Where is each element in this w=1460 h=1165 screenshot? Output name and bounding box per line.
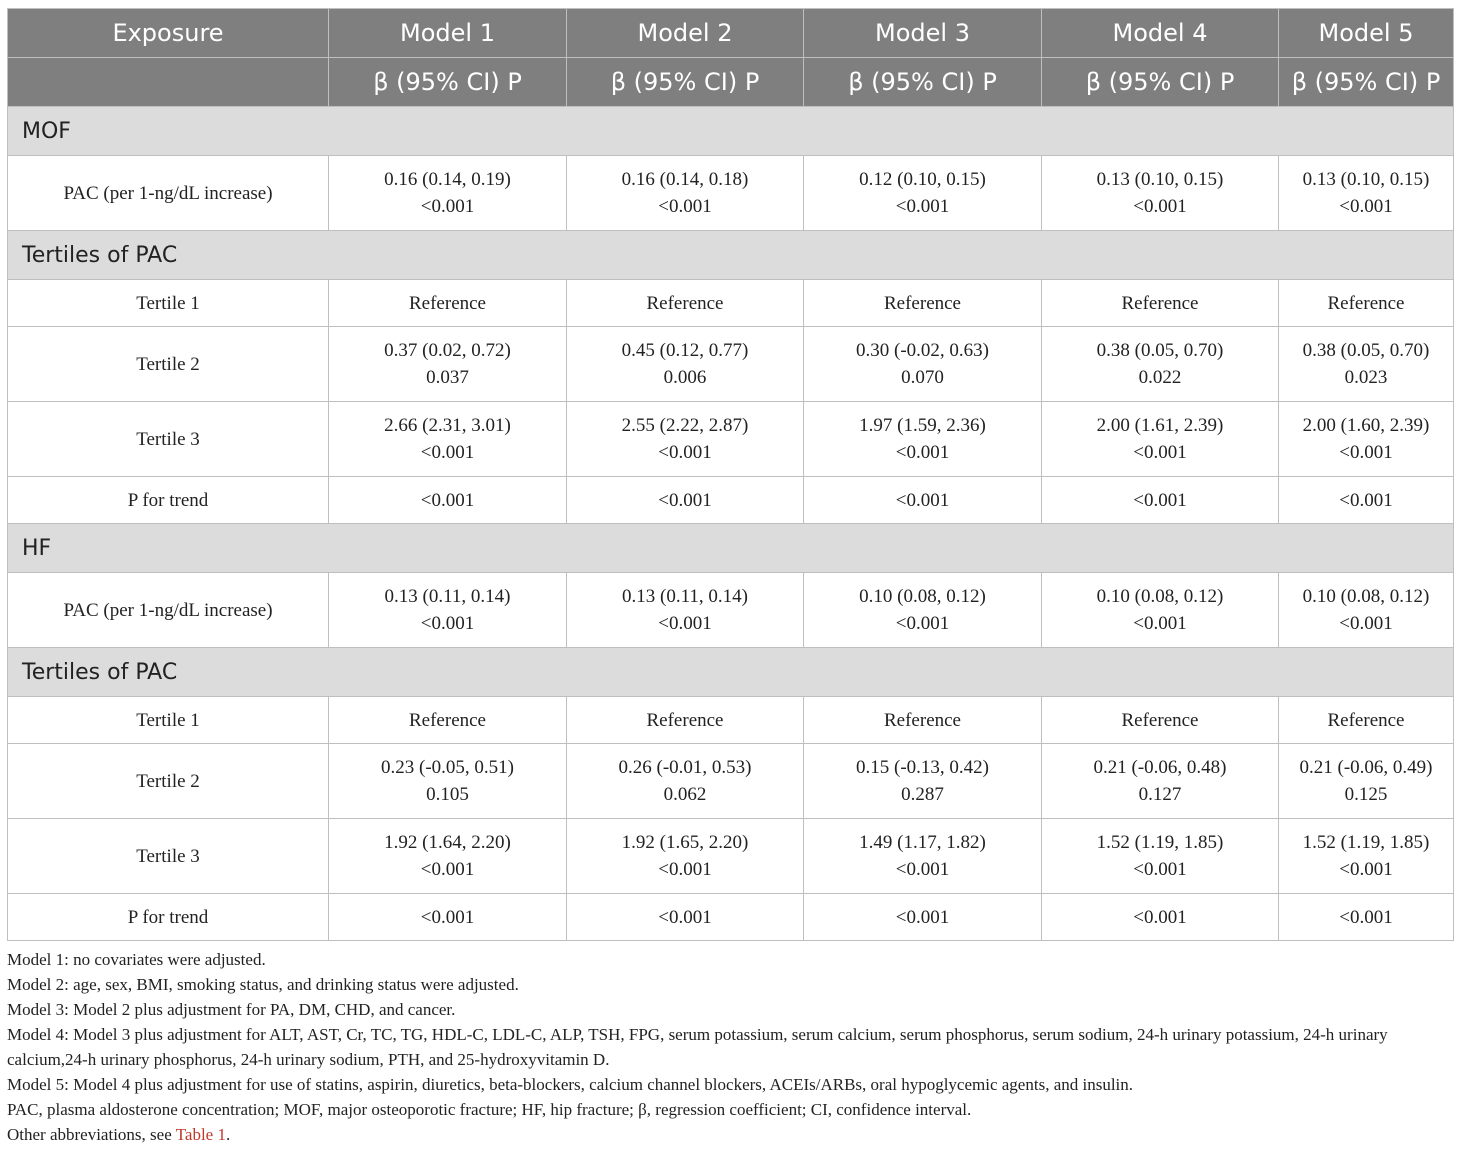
cell-estimate: Reference	[1121, 292, 1199, 314]
table-cell	[567, 327, 804, 402]
results-table	[7, 8, 1454, 941]
header-blank	[8, 58, 329, 107]
table-cell	[1042, 402, 1279, 477]
table-row	[8, 744, 1454, 819]
cell-p-value: 0.127	[1138, 784, 1182, 805]
table-cell	[567, 402, 804, 477]
cell-estimate: 0.13 (0.10, 0.15)	[1096, 169, 1224, 190]
cell-estimate: 1.97 (1.59, 2.36)	[859, 415, 986, 436]
cell-estimate: 0.13 (0.11, 0.14)	[622, 586, 748, 607]
table-cell	[1042, 744, 1279, 819]
cell-p-value: <0.001	[420, 442, 475, 463]
section-row	[8, 107, 1454, 156]
table-cell	[329, 402, 567, 477]
cell-estimate: 0.38 (0.05, 0.70)	[1302, 340, 1430, 361]
cell-p-value: 0.070	[901, 367, 944, 388]
table-cell	[1279, 819, 1454, 894]
cell-estimate: <0.001	[1339, 489, 1393, 511]
header-row-models	[8, 9, 1454, 58]
table-1-link[interactable]: Table 1	[175, 1125, 226, 1144]
footnote-line: Model 3: Model 2 plus adjustment for PA, DM, CHD, and cancer.	[7, 1000, 456, 1019]
cell-estimate: 0.10 (0.08, 0.12)	[859, 586, 986, 607]
table-cell	[329, 477, 567, 524]
table-header	[8, 9, 1454, 107]
cell-p-value: <0.001	[1133, 613, 1187, 634]
row-label: Tertile 1	[8, 280, 329, 327]
cell-estimate: 0.37 (0.02, 0.72)	[384, 340, 511, 361]
section-row	[8, 524, 1454, 573]
cell-estimate: 0.10 (0.08, 0.12)	[1302, 586, 1430, 607]
header-exposure: Exposure	[8, 9, 329, 58]
cell-p-value: <0.001	[420, 196, 475, 217]
cell-p-value: 0.022	[1138, 367, 1182, 388]
row-label: P for trend	[8, 894, 329, 941]
cell-estimate: 0.21 (-0.06, 0.49)	[1299, 757, 1433, 778]
footnote-line: Model 1: no covariates were adjusted.	[7, 950, 266, 969]
header-sub-5: β (95% CI) P	[1279, 58, 1454, 107]
table-cell	[1042, 156, 1279, 231]
cell-estimate: 1.92 (1.65, 2.20)	[621, 832, 749, 853]
row-label: P for trend	[8, 477, 329, 524]
footnote-suffix: .	[225, 1125, 231, 1144]
header-model-2: Model 2	[567, 9, 804, 58]
cell-estimate: <0.001	[895, 489, 950, 511]
footnote-line: Model 2: age, sex, BMI, smoking status, and drinking status were adjusted.	[7, 975, 519, 994]
cell-p-value: <0.001	[420, 859, 475, 880]
cell-estimate: <0.001	[420, 906, 475, 928]
cell-estimate: 0.10 (0.08, 0.12)	[1096, 586, 1224, 607]
cell-estimate: 0.12 (0.10, 0.15)	[859, 169, 986, 190]
table-row	[8, 819, 1454, 894]
cell-p-value: <0.001	[1339, 613, 1393, 634]
cell-estimate: 0.21 (-0.06, 0.48)	[1093, 757, 1227, 778]
table-cell	[329, 327, 567, 402]
cell-estimate: 0.38 (0.05, 0.70)	[1096, 340, 1224, 361]
table-cell	[804, 744, 1042, 819]
cell-estimate: Reference	[646, 709, 724, 731]
cell-estimate: 1.52 (1.19, 1.85)	[1096, 832, 1224, 853]
table-cell	[329, 819, 567, 894]
table-cell	[804, 697, 1042, 744]
footnote-list	[7, 947, 1453, 1122]
cell-p-value: 0.125	[1344, 784, 1388, 805]
table-cell	[329, 280, 567, 327]
table-cell	[329, 744, 567, 819]
cell-estimate: 1.52 (1.19, 1.85)	[1302, 832, 1430, 853]
section-title: HF	[8, 524, 1454, 573]
table-cell	[567, 744, 804, 819]
cell-p-value: <0.001	[895, 613, 950, 634]
table-row	[8, 573, 1454, 648]
cell-p-value: <0.001	[658, 442, 712, 463]
table-cell	[1279, 156, 1454, 231]
footnote-prefix: Other abbreviations, see	[7, 1125, 176, 1144]
table-cell	[1042, 697, 1279, 744]
table-cell	[1042, 894, 1279, 941]
cell-p-value: 0.037	[426, 367, 469, 388]
cell-estimate: 0.30 (-0.02, 0.63)	[856, 340, 989, 361]
cell-estimate: <0.001	[895, 906, 950, 928]
table-row	[8, 402, 1454, 477]
header-row-sub	[8, 58, 1454, 107]
header-sub-1: β (95% CI) P	[329, 58, 567, 107]
cell-p-value: <0.001	[658, 613, 712, 634]
cell-p-value: <0.001	[1339, 859, 1393, 880]
table-container	[7, 8, 1453, 1147]
table-cell	[1042, 280, 1279, 327]
cell-estimate: Reference	[409, 709, 486, 731]
cell-estimate: <0.001	[1339, 906, 1393, 928]
cell-p-value: <0.001	[895, 196, 950, 217]
table-row	[8, 894, 1454, 941]
cell-estimate: 0.16 (0.14, 0.19)	[384, 169, 511, 190]
table-cell	[1042, 327, 1279, 402]
header-sub-3: β (95% CI) P	[804, 58, 1042, 107]
cell-estimate: 1.92 (1.64, 2.20)	[384, 832, 511, 853]
footnotes	[7, 947, 1453, 1147]
table-cell	[1279, 280, 1454, 327]
table-cell	[1279, 573, 1454, 648]
cell-p-value: <0.001	[1133, 859, 1187, 880]
table-row	[8, 156, 1454, 231]
cell-p-value: <0.001	[895, 859, 950, 880]
table-cell	[567, 280, 804, 327]
table-cell	[804, 573, 1042, 648]
row-label: Tertile 3	[8, 819, 329, 894]
table-cell	[804, 819, 1042, 894]
table-cell	[804, 280, 1042, 327]
cell-p-value: 0.006	[663, 367, 707, 388]
table-cell	[804, 894, 1042, 941]
cell-estimate: Reference	[1327, 709, 1405, 731]
row-label: Tertile 3	[8, 402, 329, 477]
cell-estimate: 2.00 (1.61, 2.39)	[1096, 415, 1224, 436]
table-cell	[1279, 894, 1454, 941]
table-cell	[329, 894, 567, 941]
cell-p-value: 0.023	[1344, 367, 1388, 388]
cell-estimate: <0.001	[658, 906, 712, 928]
table-cell	[804, 477, 1042, 524]
footnote-line: Model 4: Model 3 plus adjustment for ALT, AST, Cr, TC, TG, HDL-C, LDL-C, ALP, TSH, FPG, serum potassium, serum calcium, serum phosphorus, serum sodium, 24-h urinary potassium, 24-h urinary calcium,24-h urinary phosphorus, 24-h urinary sodium, PTH, and 25-hydroxyvitamin D.	[7, 1025, 1388, 1069]
cell-p-value: <0.001	[1133, 196, 1187, 217]
section-title: Tertiles of PAC	[8, 231, 1454, 280]
header-sub-2: β (95% CI) P	[567, 58, 804, 107]
cell-estimate: <0.001	[1133, 906, 1187, 928]
table-cell	[567, 697, 804, 744]
header-model-1: Model 1	[329, 9, 567, 58]
table-cell	[1279, 402, 1454, 477]
cell-p-value: 0.062	[663, 784, 707, 805]
table-cell	[329, 156, 567, 231]
cell-p-value: 0.287	[901, 784, 944, 805]
cell-estimate: 0.16 (0.14, 0.18)	[621, 169, 749, 190]
section-row	[8, 231, 1454, 280]
cell-estimate: Reference	[884, 709, 961, 731]
footnote-other	[7, 1122, 1453, 1147]
cell-estimate: 0.23 (-0.05, 0.51)	[381, 757, 514, 778]
row-label: Tertile 2	[8, 327, 329, 402]
table-row	[8, 327, 1454, 402]
table-cell	[1279, 327, 1454, 402]
row-label: Tertile 2	[8, 744, 329, 819]
header-model-5: Model 5	[1279, 9, 1454, 58]
table-cell	[804, 402, 1042, 477]
cell-estimate: <0.001	[1133, 489, 1187, 511]
cell-estimate: 0.26 (-0.01, 0.53)	[618, 757, 752, 778]
section-title: Tertiles of PAC	[8, 648, 1454, 697]
footnote-line: PAC, plasma aldosterone concentration; MOF, major osteoporotic fracture; HF, hip fracture; β, regression coefficient; CI, confidence interval.	[7, 1100, 972, 1119]
row-label: Tertile 1	[8, 697, 329, 744]
table-cell	[1042, 819, 1279, 894]
table-cell	[1042, 573, 1279, 648]
cell-estimate: 2.55 (2.22, 2.87)	[621, 415, 749, 436]
cell-estimate: 0.13 (0.10, 0.15)	[1302, 169, 1430, 190]
cell-estimate: Reference	[1327, 292, 1405, 314]
table-cell	[1042, 477, 1279, 524]
table-cell	[1279, 697, 1454, 744]
table-cell	[1279, 477, 1454, 524]
cell-p-value: <0.001	[420, 613, 475, 634]
header-model-3: Model 3	[804, 9, 1042, 58]
header-sub-4: β (95% CI) P	[1042, 58, 1279, 107]
cell-estimate: 0.13 (0.11, 0.14)	[384, 586, 511, 607]
table-cell	[567, 894, 804, 941]
table-row	[8, 697, 1454, 744]
table-cell	[567, 573, 804, 648]
cell-p-value: <0.001	[658, 859, 712, 880]
table-cell	[329, 573, 567, 648]
section-row	[8, 648, 1454, 697]
cell-p-value: <0.001	[1133, 442, 1187, 463]
table-row	[8, 477, 1454, 524]
cell-p-value: <0.001	[1339, 196, 1393, 217]
table-cell	[567, 156, 804, 231]
table-cell	[804, 156, 1042, 231]
table-cell	[329, 697, 567, 744]
cell-p-value: 0.105	[426, 784, 469, 805]
table-row	[8, 280, 1454, 327]
footnote-line: Model 5: Model 4 plus adjustment for use of statins, aspirin, diuretics, beta-blockers, calcium channel blockers, ACEIs/ARBs, oral hypoglycemic agents, and insulin.	[7, 1075, 1134, 1094]
cell-estimate: Reference	[1121, 709, 1199, 731]
cell-p-value: <0.001	[895, 442, 950, 463]
cell-estimate: 0.45 (0.12, 0.77)	[621, 340, 749, 361]
table-cell	[567, 477, 804, 524]
cell-estimate: Reference	[884, 292, 961, 314]
cell-estimate: Reference	[646, 292, 724, 314]
row-label: PAC (per 1-ng/dL increase)	[8, 156, 329, 231]
cell-p-value: <0.001	[658, 196, 712, 217]
header-model-4: Model 4	[1042, 9, 1279, 58]
cell-estimate: 1.49 (1.17, 1.82)	[859, 832, 986, 853]
cell-estimate: <0.001	[658, 489, 712, 511]
cell-estimate: 2.00 (1.60, 2.39)	[1302, 415, 1430, 436]
table-cell	[567, 819, 804, 894]
table-cell	[1279, 744, 1454, 819]
cell-estimate: <0.001	[420, 489, 475, 511]
table-cell	[804, 327, 1042, 402]
table-body	[8, 107, 1454, 941]
cell-p-value: <0.001	[1339, 442, 1393, 463]
cell-estimate: Reference	[409, 292, 486, 314]
cell-estimate: 0.15 (-0.13, 0.42)	[856, 757, 989, 778]
row-label: PAC (per 1-ng/dL increase)	[8, 573, 329, 648]
section-title: MOF	[8, 107, 1454, 156]
cell-estimate: 2.66 (2.31, 3.01)	[384, 415, 511, 436]
